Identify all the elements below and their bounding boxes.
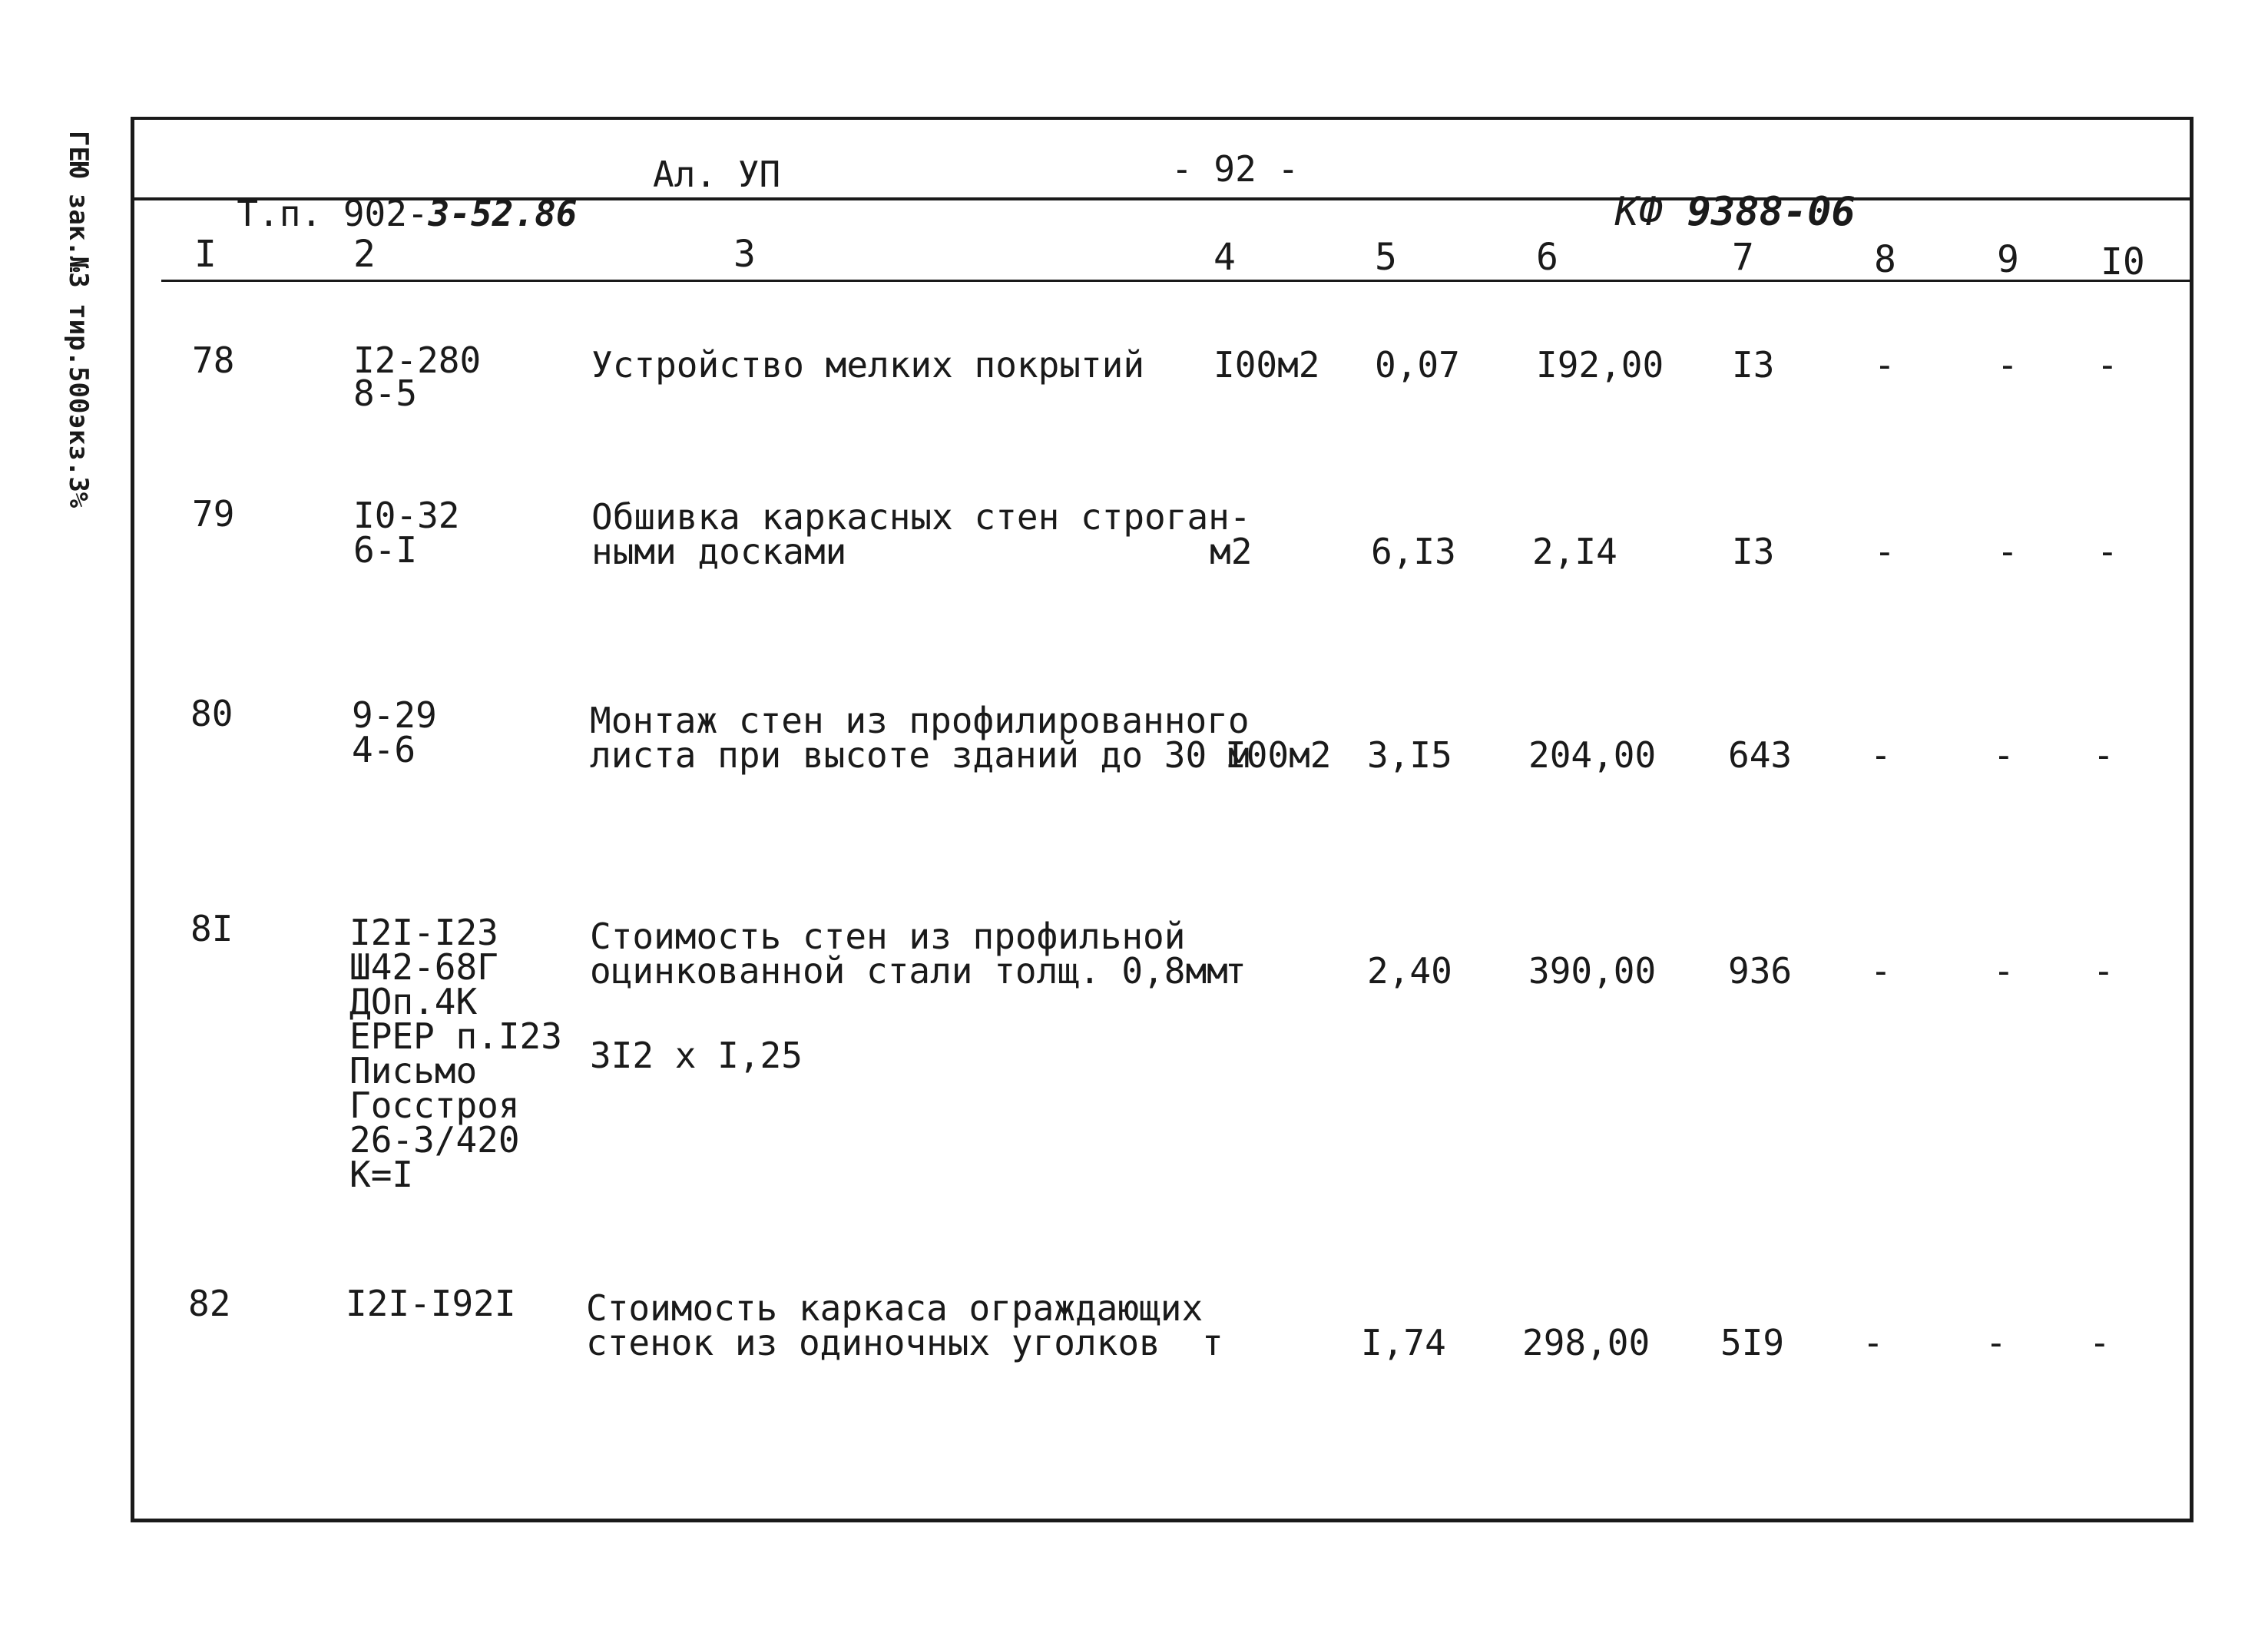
- column-number: 2: [353, 233, 376, 276]
- column-8-value: -: [1870, 734, 1892, 776]
- column-10-value: -: [2093, 734, 2114, 776]
- work-name-line: стенок из одиночных уголков: [586, 1322, 1160, 1363]
- row-number: 8I: [190, 908, 233, 949]
- quantity: 0,07: [1375, 344, 1460, 386]
- quantity: 3,I5: [1367, 734, 1452, 776]
- column-9-value: -: [1997, 344, 2018, 386]
- document-code: [1567, 143, 1856, 235]
- unit-price: 204,00: [1528, 734, 1657, 776]
- norm-code-line: Ш42-68Г: [349, 946, 498, 988]
- work-name-line: Стоимость каркаса ограждающих: [586, 1287, 1204, 1329]
- project-number: Т.п. 902-: [237, 193, 429, 234]
- column-10-value: -: [2093, 950, 2114, 992]
- column-8-value: -: [1874, 531, 1896, 572]
- total-cost: 5I9: [1720, 1322, 1785, 1363]
- page-number: - 92 -: [1171, 148, 1300, 190]
- column-number: 7: [1732, 236, 1754, 279]
- work-name-line: оцинкованной стали толщ. 0,8мм: [590, 950, 1228, 992]
- norm-code-line: 4-6: [352, 729, 416, 770]
- row-number: 78: [192, 340, 235, 381]
- total-cost: I3: [1732, 531, 1775, 572]
- norm-code-line: ДОп.4К: [349, 981, 478, 1022]
- total-cost: I3: [1732, 344, 1775, 386]
- column-number: 9: [1997, 238, 2019, 281]
- column-9-value: -: [1997, 531, 2018, 572]
- norm-code-line: I2-280: [353, 340, 482, 381]
- column-10-value: -: [2089, 1322, 2111, 1363]
- quantity: I,74: [1361, 1322, 1446, 1363]
- norm-code-line: I2I-I92I: [346, 1283, 516, 1324]
- column-number: I0: [2101, 240, 2145, 283]
- unit: I00м2: [1213, 344, 1320, 386]
- column-9-value: -: [1993, 734, 2015, 776]
- norm-code-line: Письмо: [349, 1050, 478, 1091]
- norm-code-line: I0-32: [353, 495, 460, 536]
- norm-code-line: ЕРЕР п.I23: [349, 1015, 562, 1057]
- column-number: 5: [1375, 236, 1397, 279]
- norm-code-line: I2I-I23: [349, 912, 498, 953]
- project-label: [194, 151, 578, 234]
- unit: м2: [1210, 531, 1253, 572]
- album-label: Ал. УП: [653, 154, 781, 195]
- document-code-number: 9388-06: [1687, 189, 1856, 235]
- project-number-handwritten: 3-52.86: [428, 193, 578, 234]
- norm-code-line: Госстроя: [349, 1085, 520, 1126]
- total-cost: 936: [1728, 950, 1793, 992]
- norm-code-line: 9-29: [352, 694, 437, 736]
- column-8-value: -: [1874, 344, 1896, 386]
- column-number: I: [194, 233, 217, 276]
- column-number: 3: [733, 233, 756, 276]
- unit-price: 390,00: [1528, 950, 1657, 992]
- column-10-value: -: [2097, 344, 2118, 386]
- column-number: 6: [1536, 236, 1558, 279]
- column-number: 8: [1874, 238, 1896, 281]
- norm-code-line: 8-5: [353, 373, 418, 414]
- work-name-line: листа при высоте зданий до 30 м: [590, 734, 1250, 776]
- work-name-line: Устройство мелких покрытий: [591, 344, 1145, 386]
- unit: т: [1225, 950, 1247, 992]
- work-name-line: Стоимость стен из профильной: [590, 916, 1186, 957]
- norm-code-line: 26-3/420: [349, 1119, 520, 1161]
- quantity: 6,I3: [1371, 531, 1456, 572]
- column-9-value: -: [1985, 1322, 2007, 1363]
- unit: т: [1202, 1322, 1223, 1363]
- row-number: 82: [188, 1283, 231, 1324]
- work-name-line: Монтаж стен из профилированного: [590, 700, 1250, 741]
- row-number: 79: [192, 493, 235, 535]
- norm-code-line: К=I: [349, 1154, 414, 1195]
- margin-stamp: ГЕЮ зак.№3 тир.500экз.3%: [63, 131, 94, 508]
- column-8-value: -: [1870, 950, 1892, 992]
- unit-price: 298,00: [1522, 1322, 1651, 1363]
- column-8-value: -: [1862, 1322, 1884, 1363]
- column-10-value: -: [2097, 531, 2118, 572]
- work-name-line: ными досками: [591, 531, 847, 572]
- column-number: 4: [1213, 236, 1236, 279]
- total-cost: 643: [1728, 734, 1793, 776]
- unit-price: I92,00: [1536, 344, 1664, 386]
- document-code-prefix: КФ: [1614, 189, 1664, 235]
- unit-price: 2,I4: [1532, 531, 1617, 572]
- work-name-line: Обшивка каркасных стен строган-: [591, 496, 1251, 538]
- row-number: 80: [190, 693, 233, 734]
- norm-code-line: 6-I: [353, 529, 418, 571]
- unit: I00м2: [1225, 734, 1332, 776]
- quantity: 2,40: [1367, 950, 1452, 992]
- work-name-formula: 3I2 x I,25: [590, 1035, 803, 1076]
- column-9-value: -: [1993, 950, 2015, 992]
